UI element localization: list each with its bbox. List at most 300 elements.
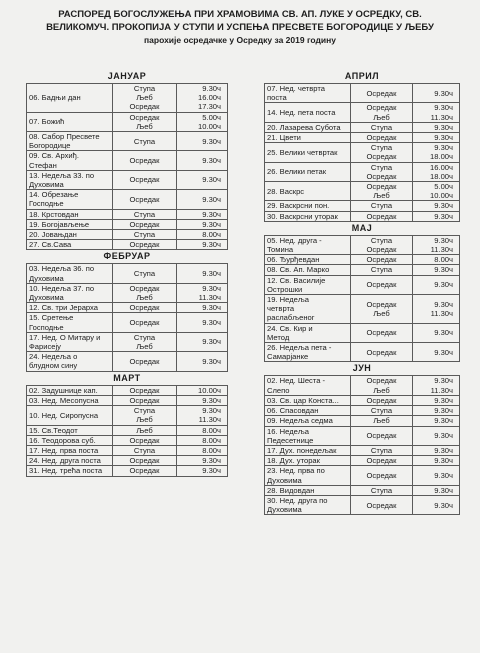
table-row [27,240,228,250]
place-text: Љеб [136,121,153,131]
table-row [265,84,460,103]
table-row [265,295,460,324]
table-row [265,426,460,445]
day-text: 27. Св.Сава [29,240,72,250]
place-text: Осредак [129,385,160,395]
day-text: Духовима [29,273,64,283]
time-cell [413,255,460,265]
table-row [27,406,228,425]
table-row [265,485,460,495]
time-text: 11.30ч [430,385,453,395]
place-cell [113,84,177,113]
place-text: Осредак [366,347,397,357]
place-text: Осредак [129,466,160,476]
document-header [8,8,472,47]
day-text: Томина [267,245,294,255]
day-cell [27,425,113,435]
place-text: Љеб [373,385,390,395]
table-row [265,445,460,455]
day-text: 07. Божић [29,117,65,127]
header-title-line-1: РАСПОРЕД БОГОСЛУЖЕЊА ПРИ ХРАМОВИМА СВ. АП. ЛУКЕ У ОСРЕДКУ, СВ. [58,9,422,20]
place-cell [113,445,177,455]
table-row [265,255,460,265]
time-text: 9.30ч [434,500,453,510]
time-text: 9.30ч [202,219,221,229]
place-cell [351,445,413,455]
place-cell [351,275,413,294]
day-text: 09. Св. Архиђ. [29,151,79,161]
time-cell [177,332,228,351]
place-text: Ступа [370,201,393,211]
time-cell [177,435,228,445]
place-text: Осредак [129,112,160,122]
day-cell [265,84,351,103]
time-text: 9.30ч [202,209,221,219]
place-cell [113,209,177,219]
time-text: 11.30ч [198,415,221,425]
place-text: Осредак [366,88,397,98]
place-cell [113,264,177,283]
place-text: Осредак [129,102,160,112]
day-cell [27,209,113,219]
day-cell [27,240,113,250]
place-cell [351,255,413,265]
table-row [27,264,228,283]
time-text: 9.30ч [202,356,221,366]
day-cell [265,235,351,254]
place-cell [351,133,413,143]
place-text: Ступа [370,122,393,132]
time-cell [177,230,228,240]
time-text: 9.30ч [202,337,221,347]
place-text: Осредак [366,182,397,192]
table-row [265,103,460,122]
time-text: 9.30ч [434,143,453,153]
place-text: Ступа [370,445,393,455]
time-cell [413,201,460,211]
table-row [27,283,228,302]
day-text: блудном сину [29,361,78,371]
place-text: Осредак [129,194,160,204]
day-text: 31. Нед. трећа поста [29,466,103,476]
month-heading: ЈАНУАР [107,71,147,81]
table-row [27,132,228,151]
time-cell [413,211,460,221]
time-text: 9.30ч [202,466,221,476]
place-cell [113,466,177,476]
table-row [265,376,460,395]
place-cell [351,406,413,416]
day-text: 19. Богојављење [29,219,90,229]
table-row [265,495,460,514]
time-text: 10.00ч [430,191,453,201]
place-cell [351,162,413,181]
day-text: четврта [267,304,295,314]
day-text: 24. Нед. друга поста [29,456,101,466]
table-row [27,190,228,209]
place-cell [113,395,177,405]
table-row [27,352,228,371]
month-heading: МАРТ [113,372,141,383]
time-cell [413,376,460,395]
schedule-table [264,375,460,515]
day-text: 03. Недеља 36. по [29,264,95,274]
place-text: Осредак [366,171,397,181]
day-cell [27,406,113,425]
day-cell [265,456,351,466]
day-cell [265,122,351,132]
place-text: Осредак [366,456,397,466]
month-heading: АПРИЛ [344,71,380,81]
day-text: 12. Св. Василије [267,275,326,285]
day-cell [265,275,351,294]
day-text: 17. Дух. понедељак [267,445,337,455]
day-text: 06. Ђурђевдан [267,255,320,265]
day-cell [27,84,113,113]
place-cell [351,122,413,132]
place-text: Ступа [370,265,393,275]
day-text: 23. Нед. прва по [267,466,325,476]
day-text: 20. Јовањдан [29,230,77,240]
place-text: Осредак [366,255,397,265]
day-text: 20. Лазарева Субота [267,122,341,132]
day-cell [27,303,113,313]
month-heading: ЈУН [352,363,372,374]
schedule-table [26,263,228,371]
day-cell [27,170,113,189]
day-cell [27,283,113,302]
day-cell [265,406,351,416]
day-cell [265,323,351,342]
day-text: 09. Недеља седма [267,416,333,426]
place-text: Осредак [366,299,397,309]
table-row [265,265,460,275]
time-cell [177,456,228,466]
place-cell [351,495,413,514]
table-row [265,235,460,254]
place-cell [113,230,177,240]
time-text: 9.30ч [434,88,453,98]
day-cell [27,456,113,466]
time-cell [413,456,460,466]
time-cell [177,425,228,435]
time-cell [177,406,228,425]
place-text: Љеб [373,308,390,318]
table-row [27,151,228,170]
place-text: Ступа [370,406,393,416]
day-cell [265,466,351,485]
place-cell [113,456,177,466]
place-text: Осредак [129,240,160,250]
day-text: 15. Сретење [29,313,74,323]
day-text: 25. Велики четвртак [267,147,338,157]
day-cell [27,435,113,445]
day-text: 18. Дух. уторак [267,456,320,466]
time-cell [177,151,228,170]
time-cell [177,219,228,229]
place-text: Осредак [129,356,160,366]
day-text: 28. Васкрс [267,186,305,196]
table-row [265,416,460,426]
place-text: Осредак [129,456,160,466]
time-cell [177,303,228,313]
time-text: 9.30ч [202,395,221,405]
place-cell [351,343,413,362]
day-text: Богородице [29,141,71,151]
day-text: поста [267,93,287,103]
table-row [27,466,228,476]
place-text: Ступа [370,485,393,495]
time-text: 9.30ч [434,376,453,386]
time-cell [177,264,228,283]
day-text: 07. Нед. четврта [267,84,325,93]
table-row [265,323,460,342]
time-text: 9.30ч [202,136,221,146]
day-cell [27,132,113,151]
table-row [265,466,460,485]
time-cell [177,170,228,189]
place-text: Осредак [129,435,160,445]
time-cell [413,495,460,514]
place-text: Ступа [133,406,156,416]
time-cell [413,406,460,416]
day-cell [27,151,113,170]
place-cell [351,265,413,275]
table-row [265,182,460,201]
place-cell [351,426,413,445]
time-text: 9.30ч [202,194,221,204]
table-row [27,170,228,189]
day-text: 08. Сабор Пресвете [29,132,100,142]
table-row [27,385,228,395]
time-text: 10.00ч [198,385,221,395]
schedule-table [26,83,228,250]
day-text: Педесетнице [267,435,314,445]
day-text: 03. Нед. Месопусна [29,395,99,405]
time-cell [177,445,228,455]
schedule-table [264,83,460,222]
day-cell [265,162,351,181]
time-cell [413,162,460,181]
table-row [265,275,460,294]
place-text: Осредак [129,175,160,185]
day-text: 26. Недеља пета - [267,343,332,353]
table-row [265,143,460,162]
time-text: 9.30ч [202,456,221,466]
time-text: 9.30ч [434,265,453,275]
time-text: 9.30ч [202,84,221,93]
table-row [27,84,228,113]
day-cell [265,182,351,201]
day-text: 21. Цвети [267,133,301,143]
day-text: 16. Теодорова суб. [29,435,96,445]
time-text: 9.30ч [434,445,453,455]
day-cell [27,332,113,351]
time-text: 9.30ч [202,318,221,328]
place-text: Осредак [366,245,397,255]
time-text: 9.30ч [434,395,453,405]
place-text: Љеб [373,191,390,201]
place-text: Осредак [366,470,397,480]
time-text: 9.30ч [202,406,221,416]
place-text: Ступа [133,269,156,279]
time-text: 11.30ч [430,308,453,318]
place-cell [113,425,177,435]
day-text: 24. Недеља о [29,352,78,362]
time-text: 9.30ч [202,156,221,166]
table-row [27,219,228,229]
time-cell [413,84,460,103]
day-cell [265,143,351,162]
table-row [265,211,460,221]
place-cell [113,190,177,209]
place-text: Осредак [366,376,397,386]
place-cell [351,182,413,201]
table-row [27,112,228,131]
day-text: 15. Св.Теодот [29,425,78,435]
place-text: Осредак [366,395,397,405]
time-cell [413,445,460,455]
place-text: Ступа [370,143,393,153]
place-cell [113,385,177,395]
time-cell [413,143,460,162]
time-text: 9.30ч [434,122,453,132]
time-cell [413,466,460,485]
place-text: Осредак [366,328,397,338]
place-cell [351,295,413,324]
place-text: Љеб [136,293,153,303]
time-text: 9.30ч [434,235,453,245]
day-text: 17. Нед. О Митару и [29,332,101,342]
time-cell [177,240,228,250]
day-cell [265,485,351,495]
table-row [27,209,228,219]
place-cell [113,332,177,351]
time-cell [177,313,228,332]
place-text: Осредак [366,431,397,441]
place-cell [113,219,177,229]
day-text: Стефан [29,160,57,170]
place-cell [351,323,413,342]
time-text: 16.00ч [198,93,221,103]
place-cell [351,466,413,485]
place-cell [113,112,177,131]
table-row [27,303,228,313]
time-cell [177,352,228,371]
table-row [27,332,228,351]
table-row [27,435,228,445]
place-cell [113,240,177,250]
time-cell [413,343,460,362]
place-text: Осредак [366,211,397,221]
time-cell [413,182,460,201]
place-text: Осредак [129,318,160,328]
day-text: Острошки [267,284,303,294]
time-text: 9.30ч [202,283,221,293]
place-text: Ступа [133,209,156,219]
right-column [264,70,460,515]
schedule-table [264,235,460,363]
place-text: Ступа [133,84,156,93]
day-text: 30. Васкрсни уторак [267,211,338,221]
place-cell [351,485,413,495]
month-heading: МАЈ [351,222,373,233]
day-text: Духовима [267,475,302,485]
day-cell [265,343,351,362]
day-text: 02. Нед. Шеста - [267,376,326,386]
place-cell [351,376,413,395]
table-row [265,162,460,181]
place-text: Љеб [373,416,390,426]
place-text: Осредак [129,395,160,405]
day-cell [27,313,113,332]
place-text: Осредак [129,283,160,293]
header-title-line-2: ВЕЛИКОМУЧ. ПРОКОПИЈА У СТУПИ И УСПЕЊА ПРЕСВЕТЕ БОГОРОДИЦЕ У ЉЕБУ [46,22,434,33]
place-text: Осредак [129,156,160,166]
time-cell [413,395,460,405]
table-row [265,133,460,143]
day-text: 03. Св. цар Конста... [267,395,339,405]
day-cell [265,133,351,143]
day-text: 18. Крстовдан [29,209,79,219]
time-text: 8.00ч [202,230,221,240]
place-text: Љеб [136,342,153,352]
place-text: Ступа [370,162,393,172]
day-text: 17. Нед. прва поста [29,445,99,455]
table-row [265,201,460,211]
schedule-table [26,385,228,477]
day-cell [27,445,113,455]
day-text: Духовима [29,180,64,190]
place-cell [113,406,177,425]
time-cell [177,132,228,151]
day-cell [265,445,351,455]
place-text: Осредак [366,280,397,290]
time-text: 9.30ч [434,133,453,143]
place-cell [113,303,177,313]
time-text: 9.30ч [202,240,221,250]
day-text: 26. Велики петак [267,167,327,177]
place-cell [351,395,413,405]
time-cell [413,323,460,342]
time-text: 11.30ч [198,293,221,303]
day-cell [27,395,113,405]
time-cell [413,133,460,143]
day-cell [265,376,351,395]
time-text: 16.00ч [430,162,453,172]
day-cell [27,352,113,371]
time-text: 9.30ч [434,347,453,357]
time-text: 17.30ч [198,102,221,112]
header-subtitle: парохије осредачке у Осредку за 2019 годину [144,35,336,45]
day-cell [265,211,351,221]
place-text: Љеб [136,93,153,103]
place-cell [113,170,177,189]
place-text: Осредак [366,103,397,113]
place-text: Љеб [373,112,390,122]
place-cell [113,313,177,332]
place-cell [113,435,177,445]
place-cell [351,143,413,162]
day-text: 10. Недеља 37. по [29,283,95,293]
day-cell [27,112,113,131]
table-row [27,445,228,455]
time-text: 10.00ч [198,121,221,131]
time-cell [177,385,228,395]
place-text: Осредак [366,500,397,510]
place-text: Ступа [133,230,156,240]
table-row [265,395,460,405]
